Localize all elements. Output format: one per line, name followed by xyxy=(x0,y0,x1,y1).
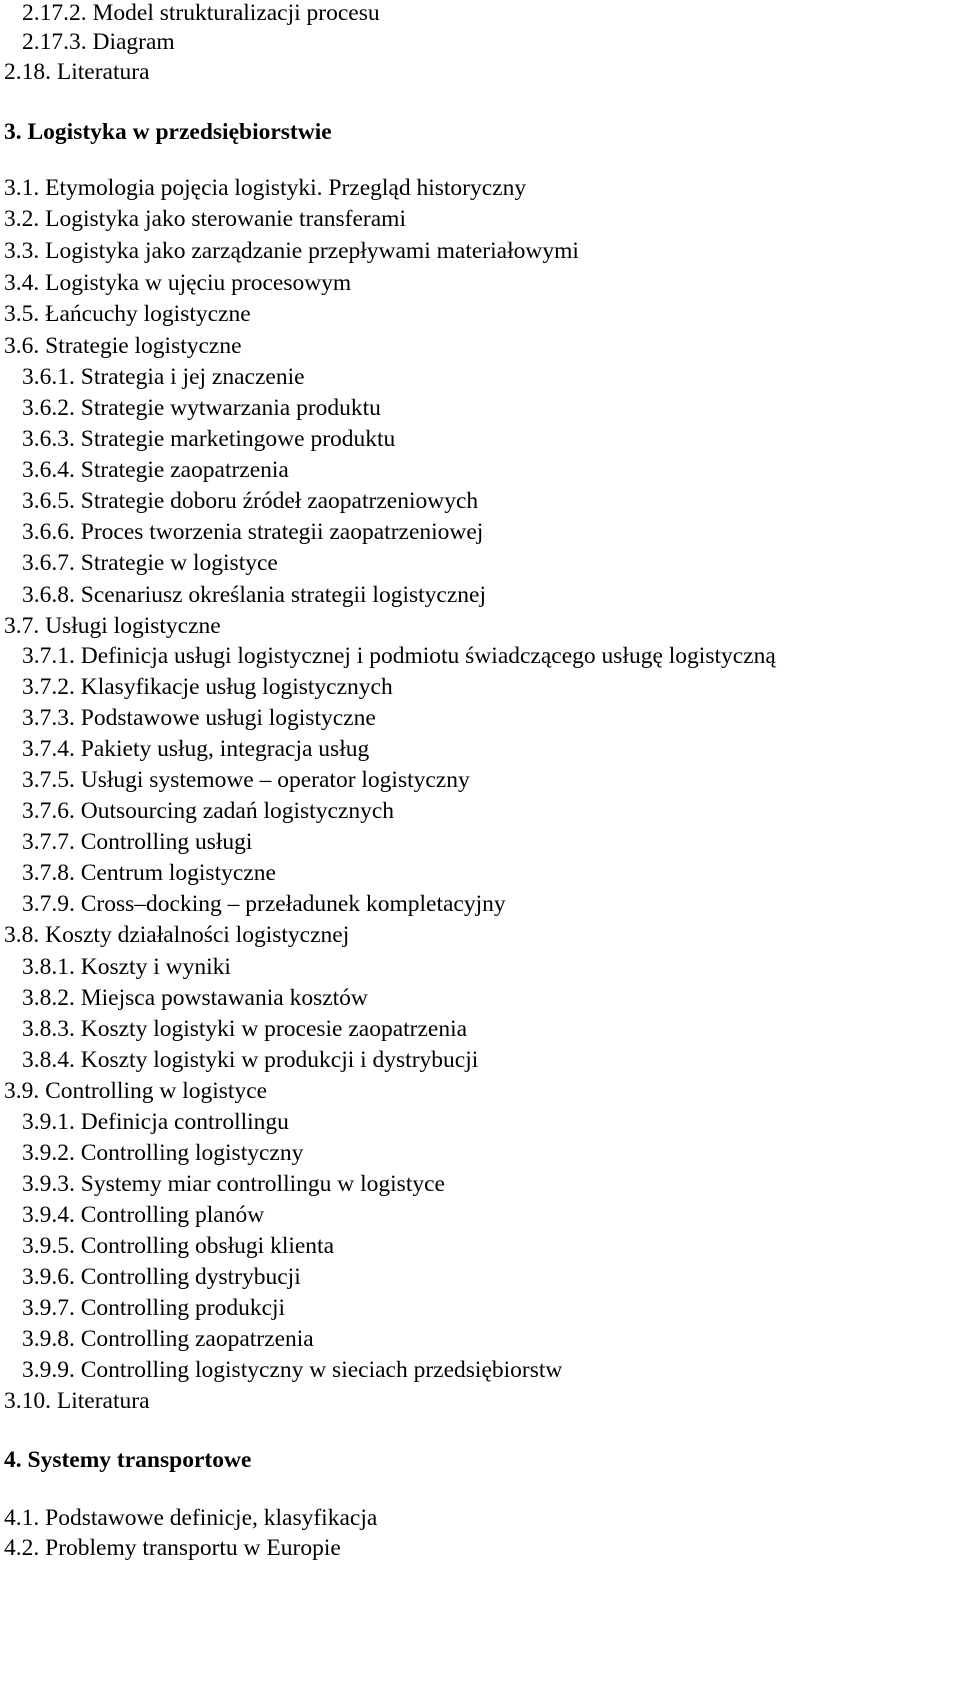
toc-entry: 3.7.2. Klasyfikacje usług logistycznych xyxy=(22,674,393,700)
toc-entry: 2.18. Literatura xyxy=(4,59,150,85)
toc-entry: 2.17.2. Model strukturalizacji procesu xyxy=(22,0,380,26)
toc-entry: 3.9.7. Controlling produkcji xyxy=(22,1295,286,1321)
toc-entry: 3.8.1. Koszty i wyniki xyxy=(22,954,231,980)
toc-entry: 3.6.1. Strategia i jej znaczenie xyxy=(22,364,305,390)
toc-entry: 3.1. Etymologia pojęcia logistyki. Przegląd historyczny xyxy=(4,175,527,201)
toc-entry: 4.2. Problemy transportu w Europie xyxy=(4,1535,341,1561)
toc-entry: 3.9.6. Controlling dystrybucji xyxy=(22,1264,301,1290)
toc-entry: 3.7.4. Pakiety usług, integracja usług xyxy=(22,736,370,762)
toc-entry: 3.9.5. Controlling obsługi klienta xyxy=(22,1233,335,1259)
toc-entry: 3.9.1. Definicja controllingu xyxy=(22,1109,289,1135)
toc-entry: 3.7.5. Usługi systemowe – operator logistyczny xyxy=(22,767,470,793)
toc-entry: 3.7. Usługi logistyczne xyxy=(4,613,221,639)
toc-entry: 3.2. Logistyka jako sterowanie transferami xyxy=(4,206,406,232)
toc-entry: 3.9.2. Controlling logistyczny xyxy=(22,1140,304,1166)
section-heading: 4. Systemy transportowe xyxy=(4,1447,252,1473)
toc-entry: 3.9.3. Systemy miar controllingu w logistyce xyxy=(22,1171,445,1197)
toc-entry: 3.9. Controlling w logistyce xyxy=(4,1078,268,1104)
toc-entry: 3.9.9. Controlling logistyczny w sieciach przedsiębiorstw xyxy=(22,1357,563,1383)
toc-entry: 3.3. Logistyka jako zarządzanie przepływami materiałowymi xyxy=(4,238,579,264)
toc-entry: 3.7.3. Podstawowe usługi logistyczne xyxy=(22,705,376,731)
toc-entry: 3.6.4. Strategie zaopatrzenia xyxy=(22,457,289,483)
toc-entry: 3.7.6. Outsourcing zadań logistycznych xyxy=(22,798,394,824)
toc-entry: 4.1. Podstawowe definicje, klasyfikacja xyxy=(4,1505,378,1531)
toc-entry: 3.5. Łańcuchy logistyczne xyxy=(4,301,251,327)
toc-entry: 3.8.4. Koszty logistyki w produkcji i dystrybucji xyxy=(22,1047,479,1073)
toc-entry: 3.9.4. Controlling planów xyxy=(22,1202,265,1228)
toc-entry: 3.6. Strategie logistyczne xyxy=(4,333,242,359)
toc-entry: 3.4. Logistyka w ujęciu procesowym xyxy=(4,270,352,296)
toc-entry: 3.7.7. Controlling usługi xyxy=(22,829,253,855)
toc-entry: 3.7.8. Centrum logistyczne xyxy=(22,860,276,886)
toc-entry: 3.6.7. Strategie w logistyce xyxy=(22,550,278,576)
toc-entry: 3.7.9. Cross–docking – przeładunek kompletacyjny xyxy=(22,891,506,917)
toc-entry: 3.9.8. Controlling zaopatrzenia xyxy=(22,1326,314,1352)
section-heading: 3. Logistyka w przedsiębiorstwie xyxy=(4,119,332,145)
toc-entry: 3.6.3. Strategie marketingowe produktu xyxy=(22,426,396,452)
toc-entry: 3.8. Koszty działalności logistycznej xyxy=(4,922,350,948)
toc-entry: 3.8.2. Miejsca powstawania kosztów xyxy=(22,985,368,1011)
toc-entry: 3.6.5. Strategie doboru źródeł zaopatrzeniowych xyxy=(22,488,479,514)
toc-entry: 3.10. Literatura xyxy=(4,1388,150,1414)
toc-entry: 3.6.2. Strategie wytwarzania produktu xyxy=(22,395,381,421)
toc-entry: 2.17.3. Diagram xyxy=(22,29,175,55)
toc-entry: 3.7.1. Definicja usługi logistycznej i podmiotu świadczącego usługę logistyczną xyxy=(22,643,776,669)
toc-entry: 3.6.8. Scenariusz określania strategii logistycznej xyxy=(22,582,486,608)
toc-entry: 3.6.6. Proces tworzenia strategii zaopatrzeniowej xyxy=(22,519,484,545)
toc-entry: 3.8.3. Koszty logistyki w procesie zaopatrzenia xyxy=(22,1016,468,1042)
